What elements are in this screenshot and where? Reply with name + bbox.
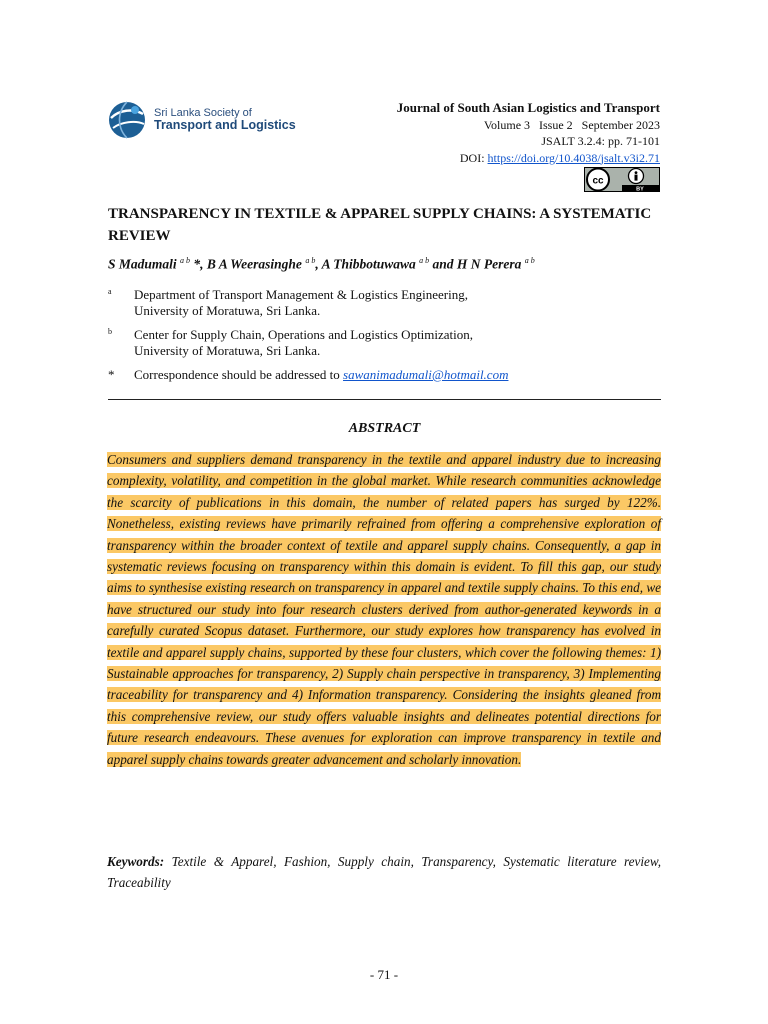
svg-text:BY: BY [636, 186, 644, 192]
correspondence-email-link[interactable]: sawanimadumali@hotmail.com [343, 367, 509, 382]
journal-title: Journal of South Asian Logistics and Transport [396, 100, 660, 115]
abstract-heading: ABSTRACT [348, 421, 421, 436]
author-2-affil: a b [305, 256, 316, 265]
author-separator: , [315, 256, 322, 272]
svg-text:cc: cc [592, 175, 604, 187]
section-divider [108, 399, 661, 400]
journal-info [397, 100, 660, 166]
affiliation-b [108, 327, 668, 359]
affiliation-a [108, 287, 668, 319]
keywords [107, 851, 661, 893]
author-2: B A Weerasinghe [206, 256, 302, 272]
author-list [108, 256, 535, 273]
doi-link[interactable]: https://doi.org/10.4038/jsalt.v3i2.71 [487, 150, 660, 165]
society-logo [107, 100, 296, 140]
correspondence-text: Correspondence should be addressed to [134, 367, 344, 382]
author-4-affil: a b [524, 256, 535, 265]
logo-line2: Transport and Logistics [154, 118, 296, 133]
affiliation-line: Department of Transport Management & Logistics Engineering, [134, 287, 468, 302]
globe-logo-icon [107, 100, 147, 140]
paper-title: TRANSPARENCY IN TEXTILE & APPAREL SUPPLY CHAINS: A SYSTEMATIC REVIEW [108, 206, 652, 244]
journal-pages: JSALT 3.2.4: pp. 71-101 [541, 134, 660, 148]
abstract-paragraph [107, 449, 661, 770]
cc-by-badge-icon[interactable] [584, 167, 660, 197]
correspondence-mark: * [108, 367, 115, 382]
affiliation-line: Center for Supply Chain, Operations and Logistics Optimization, [134, 327, 474, 342]
correspondence [108, 367, 668, 383]
page-number: - 71 - [369, 967, 399, 982]
affiliation-mark: a [108, 287, 112, 296]
keywords-label: Keywords: [107, 854, 165, 869]
affiliation-line: University of Moratuwa, Sri Lanka. [134, 343, 321, 358]
author-1-affil: a b [180, 256, 191, 265]
author-3-affil: a b [419, 256, 430, 265]
abstract-text: Consumers and suppliers demand transparency in the textile and apparel industry due to increasing complexity, volatility, and competition in the global market. While research communities acknowledge the scarcity of publications in this domain, the number of related papers has surged by 122%. Nonetheless, existing reviews have primarily refrained from offering a comprehensive exploration of transparency within the broader context of textile and apparel supply chains. Consequently, a gap in systematic reviews focusing on transparency within this domain is evident. To fill this gap, our study aims to synthesise existing research on transparency in apparel and textile supply chains. To this end, we have structured our study into four research clusters derived from author-generated keywords in a carefully curated Scopus dataset. Furthermore, our study explores how transparency has evolved in textile and apparel supply chains, supported by these four clusters, which cover the following themes: 1) Sustainable approaches for transparency, 2) Supply chain perspective in transparency, 3) Implementing traceability for transparency and 4) Information transparency. Considering the insights gleaned from this comprehensive review, our study offers valuable insights and delineates potential directions for future research endeavours. These avenues for exploration can improve transparency in textile and apparel supply chains towards greater advancement and scholarly innovation. [107, 452, 661, 767]
journal-volume: Volume 3 Issue 2 September 2023 [483, 117, 660, 132]
author-4: H N Perera [456, 256, 522, 272]
journal-doi [397, 150, 660, 167]
affiliation-mark: b [108, 327, 112, 336]
author-separator: and [429, 256, 457, 272]
affiliation-line: University of Moratuwa, Sri Lanka. [134, 303, 321, 318]
logo-line1: Sri Lanka Society of [154, 106, 252, 119]
keywords-text: Textile & Apparel, Fashion, Supply chain, Transparency, Systematic literature review, Traceability [107, 854, 661, 890]
author-3: A Thibbotuwawa [321, 256, 416, 272]
author-1: S Madumali [108, 256, 177, 272]
doi-label: DOI: [459, 150, 488, 165]
author-separator: *, [190, 256, 207, 272]
